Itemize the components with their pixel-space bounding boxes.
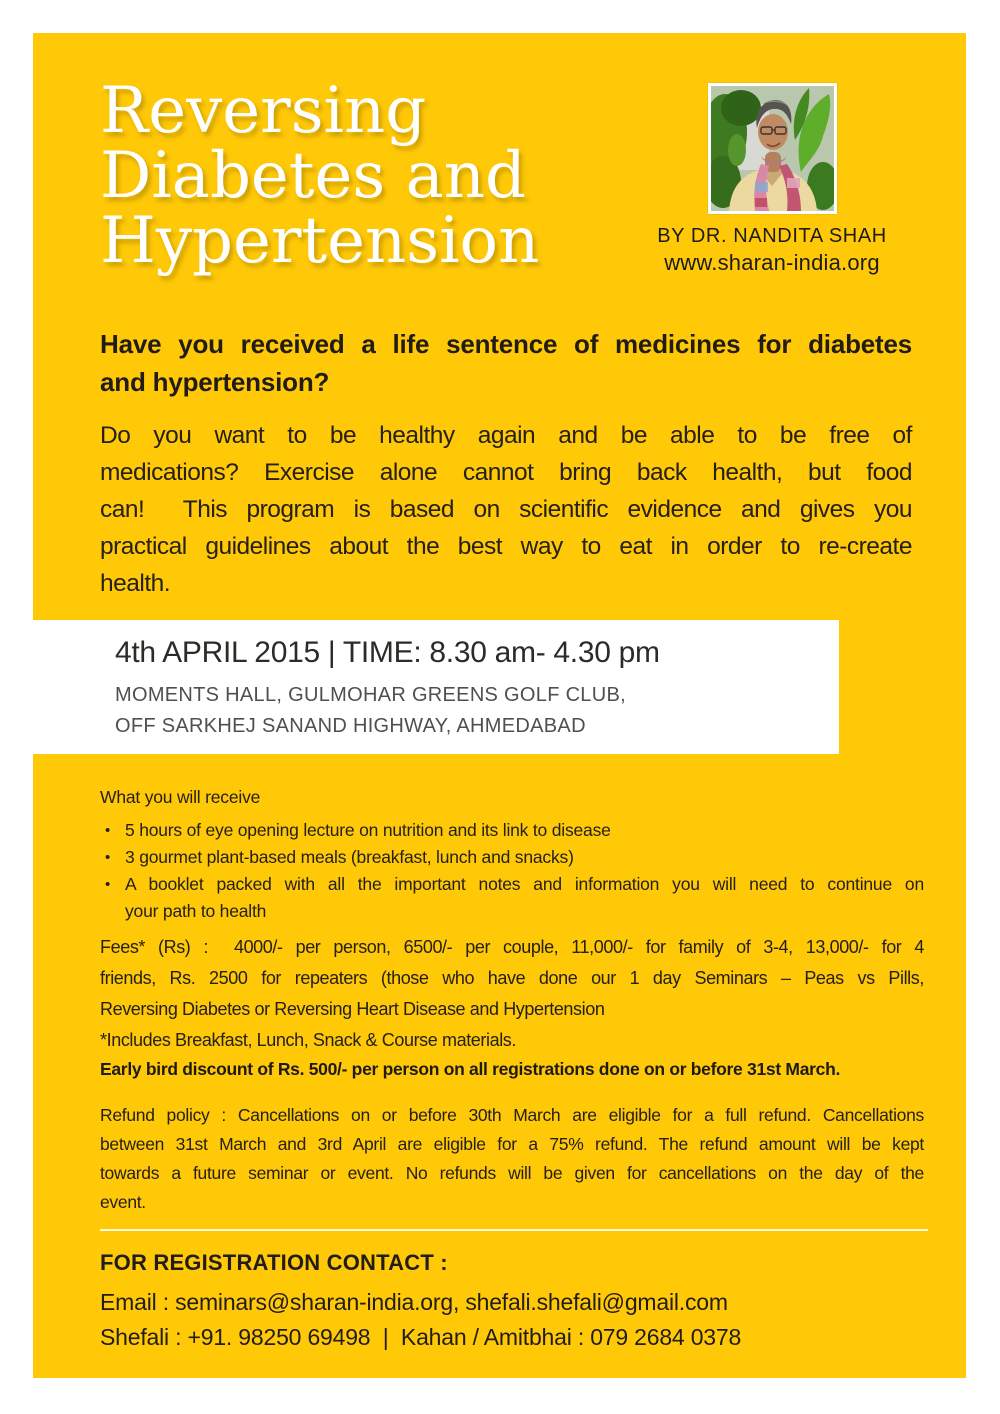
flyer-page (33, 33, 966, 1378)
page-title (100, 74, 540, 278)
intro-paragraph-line: Do you want to be healthy again and be able to be free of (100, 422, 912, 449)
byline: BY DR. NANDITA SHAH (657, 225, 887, 247)
event-details-box (33, 620, 839, 754)
fees-section (100, 932, 924, 1056)
fees-line: Reversing Diabetes or Reversing Heart Disease and Hypertension (100, 999, 605, 1019)
intro-paragraph-line: practical guidelines about the best way to eat in order to re-create (100, 533, 912, 560)
contact-email-line: Email : seminars@sharan-india.org, shefali.shefali@gmail.com (100, 1289, 728, 1315)
divider (100, 1229, 928, 1231)
contact-heading: FOR REGISTRATION CONTACT : (100, 1250, 448, 1275)
speaker-photo (708, 83, 837, 214)
refund-line: Refund policy : Cancellations on or before 30th March are eligible for a full refund. Cancellations (100, 1105, 924, 1125)
title-line-2: Diabetes and (100, 139, 526, 213)
refund-line: towards a future seminar or event. No refunds will be given for cancellations on the day of the (100, 1163, 924, 1183)
event-venue-line: OFF SARKHEJ SANAND HIGHWAY, AHMEDABAD (115, 715, 586, 737)
list-item (100, 871, 924, 925)
intro-heading-line: and hypertension? (100, 367, 330, 397)
intro-paragraph-line: health. (100, 570, 171, 597)
list-item (100, 844, 924, 871)
intro-paragraph-line: can! This program is based on scientific evidence and gives you (100, 496, 912, 523)
fees-line: friends, Rs. 2500 for repeaters (those who have done our 1 day Seminars – Peas vs Pills, (100, 968, 924, 988)
list-item-text: • 3 gourmet plant-based meals (breakfast, lunch and snacks) (125, 847, 574, 867)
website-url: www.sharan-india.org (664, 250, 880, 275)
intro-heading-line: Have you received a life sentence of medicines for diabetes (100, 329, 912, 359)
intro-paragraph-line: medications? Exercise alone cannot bring back health, but food (100, 459, 912, 486)
early-bird-note: Early bird discount of Rs. 500/- per person on all registrations done on or before 31st March. (100, 1059, 841, 1079)
intro-heading (100, 325, 912, 401)
title-line-3: Hypertension (100, 204, 540, 278)
event-venue (115, 680, 839, 742)
speaker-photo-illustration (711, 86, 834, 211)
contact-phone-line: Shefali : +91. 98250 69498 | Kahan / Amitbhai : 079 2684 0378 (100, 1324, 742, 1350)
receive-heading: What you will receive (100, 787, 261, 807)
refund-policy (100, 1101, 924, 1217)
speaker-block (622, 83, 922, 276)
refund-line: event. (100, 1192, 146, 1212)
title-line-1: Reversing (100, 74, 427, 148)
fees-line: Fees* (Rs) : 4000/- per person, 6500/- per couple, 11,000/- for family of 3-4, 13,000/- for 4 (100, 937, 924, 957)
list-item (100, 817, 924, 844)
receive-section (100, 784, 924, 925)
event-venue-line: MOMENTS HALL, GULMOHAR GREENS GOLF CLUB, (115, 684, 626, 706)
list-item-text: • A booklet packed with all the important notes and information you will need to continue on (125, 874, 924, 894)
contact-section (100, 1248, 930, 1355)
fees-note: *Includes Breakfast, Lunch, Snack & Course materials. (100, 1030, 517, 1050)
event-date-time: 4th APRIL 2015 | TIME: 8.30 am- 4.30 pm (115, 636, 660, 669)
receive-list (100, 817, 924, 925)
intro-paragraph (100, 417, 912, 602)
refund-line: between 31st March and 3rd April are eligible for a 75% refund. The refund amount will be kept (100, 1134, 924, 1154)
list-item-text: your path to health (125, 901, 267, 921)
list-item-text: • 5 hours of eye opening lecture on nutrition and its link to disease (125, 820, 611, 840)
